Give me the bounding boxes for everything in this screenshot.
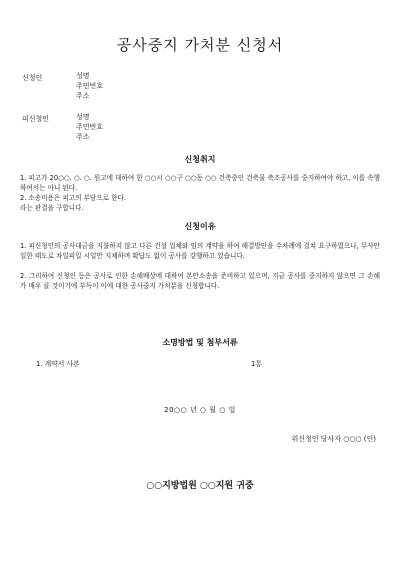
- purpose-heading: 신청취지: [184, 155, 216, 164]
- applicant-address-label: 주소: [76, 92, 90, 100]
- respondent-name-label: 성명: [76, 113, 90, 121]
- reason-body: [20, 241, 380, 291]
- respondent-address-label: 주소: [76, 133, 90, 141]
- purpose-line-2: 2. 소송비용은 피고의 부담으로 한다.: [20, 194, 126, 202]
- applicant-fields: [76, 71, 103, 101]
- applicant-role-label: 신청인: [22, 74, 43, 82]
- applicant-signature: 위신청인 당사자 ○○○ (인): [291, 435, 376, 443]
- court-addressee: ○○지방법원 ○○지원 귀중: [146, 481, 254, 491]
- applicant-name-label: 성명: [76, 72, 90, 80]
- purpose-body: [20, 173, 380, 213]
- evidence-item-count: 1통: [251, 360, 262, 368]
- evidence-heading: 소명방법 및 첨부서류: [162, 338, 238, 347]
- reason-paragraph-2: 2. 그리하여 신청인 등은 공사로 인한 손해배상에 대하여 본안소송을 준비하고 있으며, 지금 공사를 중지하지 않으면 그 손해가 매우 클 것이기에 부득이 이에 대한 공사중지 가처분을 신청합니다.: [20, 272, 380, 290]
- respondent-id-label: 주민번호: [76, 123, 104, 131]
- applicant-id-label: 주민번호: [76, 82, 104, 90]
- purpose-line-1: 1. 피고가 20○○. ○. ○. 원고에 대하여 한 ○○시 ○○구 ○○동 ○○ 건축중인 건축물 축조공사를 중지하여야 하고, 이를 속행하여서는 아니 된다.: [20, 174, 380, 192]
- evidence-item-label: 1. 계약서 사본: [36, 360, 80, 368]
- respondent-role-label: 피신청인: [22, 115, 50, 123]
- respondent-fields: [76, 112, 103, 142]
- filing-date: 20○○ 년 ○ 월 ○ 일: [164, 406, 236, 414]
- document-title: 공사중지 가처분 신청서: [116, 36, 284, 54]
- reason-paragraph-1: 1. 피신청인의 공사대금을 지불하지 않고 다른 건설 업체와 임의 계약을 하여 해결방안을 수차례에 걸쳐 요구하였으나, 무사안일한 태도로 차일피일 시일만 지체하며 확답도 없이 공사를 강행하고 있습니다.: [20, 242, 380, 260]
- reason-heading: 신청이유: [184, 222, 216, 231]
- purpose-line-3: 라는 판결을 구합니다.: [20, 204, 84, 212]
